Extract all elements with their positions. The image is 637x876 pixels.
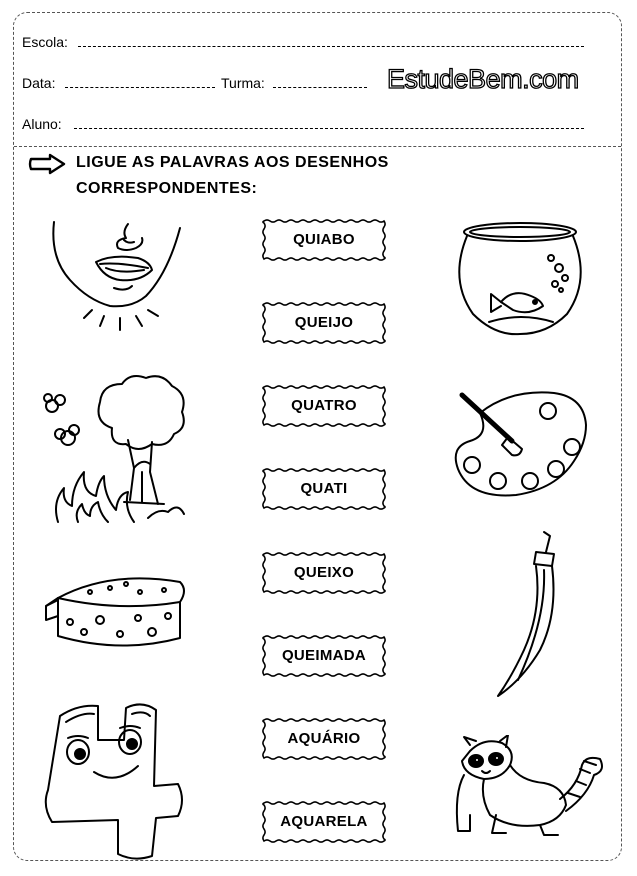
school-label: Escola: bbox=[22, 34, 68, 50]
instruction-line-2: CORRESPONDENTES: bbox=[76, 180, 258, 197]
word-label: QUEIXO bbox=[293, 564, 355, 581]
word-label: QUEIMADA bbox=[281, 647, 367, 664]
forest-fire-drawing bbox=[38, 372, 188, 527]
header-divider bbox=[14, 146, 621, 147]
word-label: QUATRO bbox=[291, 397, 357, 414]
arrow-right-icon bbox=[28, 153, 68, 175]
chin-drawing bbox=[40, 218, 190, 333]
student-label: Aluno: bbox=[22, 116, 62, 132]
number-four-drawing bbox=[38, 700, 188, 865]
word-box-4[interactable] bbox=[262, 468, 386, 510]
fishbowl-drawing bbox=[455, 218, 585, 336]
word-label: AQUÁRIO bbox=[287, 730, 361, 747]
word-box-8[interactable] bbox=[262, 801, 386, 843]
word-label: QUIABO bbox=[293, 231, 355, 248]
date-field[interactable] bbox=[65, 87, 215, 88]
word-box-1[interactable] bbox=[262, 219, 386, 261]
coati-drawing bbox=[440, 735, 610, 840]
brand-logo: EstudeBem.com bbox=[387, 64, 579, 94]
okra-drawing bbox=[488, 530, 558, 700]
word-label: AQUARELA bbox=[280, 813, 368, 830]
word-label: QUEIJO bbox=[294, 314, 354, 331]
paint-palette-drawing bbox=[450, 385, 590, 505]
instruction-text bbox=[76, 150, 389, 202]
word-box-7[interactable] bbox=[262, 718, 386, 760]
student-field[interactable] bbox=[74, 128, 584, 129]
word-box-3[interactable] bbox=[262, 385, 386, 427]
school-field[interactable] bbox=[78, 46, 584, 47]
cheese-drawing bbox=[40, 570, 190, 652]
word-box-6[interactable] bbox=[262, 635, 386, 677]
date-label: Data: bbox=[22, 75, 56, 91]
class-field[interactable] bbox=[273, 87, 367, 88]
word-label: QUATI bbox=[300, 480, 348, 497]
word-box-5[interactable] bbox=[262, 552, 386, 594]
class-label: Turma: bbox=[221, 75, 265, 91]
word-box-2[interactable] bbox=[262, 302, 386, 344]
instruction-line-1: LIGUE AS PALAVRAS AOS DESENHOS bbox=[76, 154, 389, 171]
